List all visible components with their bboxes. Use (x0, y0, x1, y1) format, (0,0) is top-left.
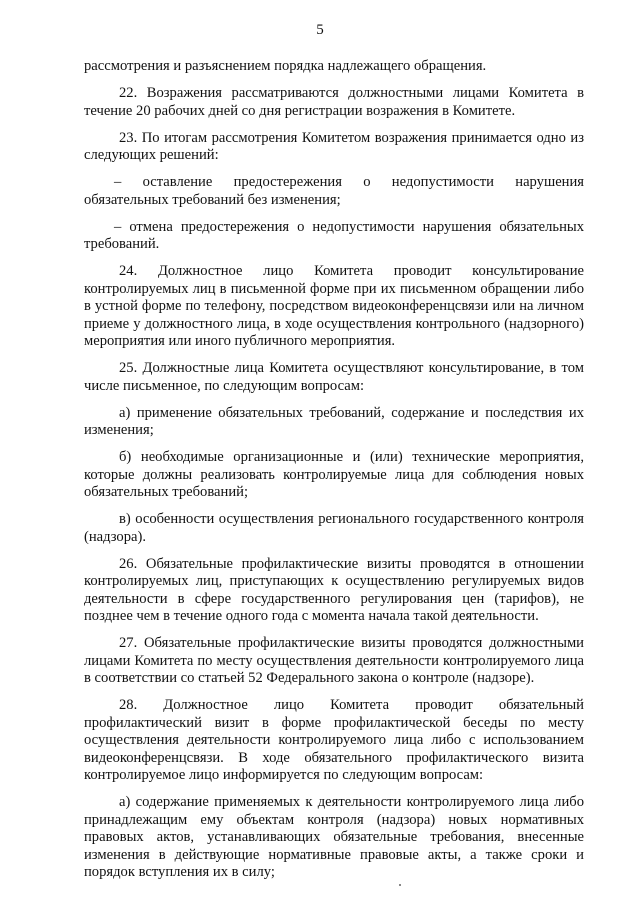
paragraph-continuation: рассмотрения и разъяснением порядка надлежащего обращения. (84, 58, 487, 74)
page-number: 5 (316, 22, 324, 38)
document-body (84, 58, 584, 891)
paragraph-23: 23. По итогам рассмотрения Комитетом возражения принимается одно из следующих решений: (84, 129, 584, 163)
paragraph-27: 27. Обязательные профилактические визиты проводятся должностными лицами Комитета по месту осуществления деятельности контролируемого лица в соответствии со статьей 52 Федерального закона о контроле (надзоре). (84, 635, 584, 686)
paragraph-26: 26. Обязательные профилактические визиты проводятся в отношении контролируемых лиц, приступающих к осуществлению регулируемых видов деятельности в сфере государственного регулирования цен (тарифов), не позднее чем в течение одного года с момента начала такой деятельности. (84, 555, 584, 624)
scan-speck (399, 884, 401, 886)
paragraph-22: 22. Возражения рассматриваются должностными лицами Комитета в течение 20 рабочих дней со дня регистрации возражения в Комитете. (84, 85, 584, 119)
decision-option-2: – отмена предостережения о недопустимости нарушения обязательных требований. (84, 218, 584, 252)
paragraph-25: 25. Должностные лица Комитета осуществляют консультирование, в том числе письменное, по следующим вопросам: (84, 360, 584, 394)
consultation-item-b: б) необходимые организационные и (или) технические мероприятия, которые должны реализовать контролируемые лица для соблюдения новых обязательных требований; (84, 449, 584, 500)
consultation-item-a: а) применение обязательных требований, содержание и последствия их изменения; (84, 404, 584, 438)
paragraph-24: 24. Должностное лицо Комитета проводит консультирование контролируемых лиц в письменной форме при их письменном обращении либо в устной форме по телефону, посредством видеоконференцсвязи или на личном приеме у должностного лица, в ходе осуществления контрольного (надзорного) мероприятия или иного публичного мероприятия. (84, 263, 584, 349)
decision-option-1: – оставление предостережения о недопустимости нарушения обязательных требований без изменения; (84, 174, 584, 208)
visit-item-a: а) содержание применяемых к деятельности контролируемого лица либо принадлежащим ему объектам контроля (надзора) новых нормативных правовых актов, устанавливающих обязательные требования, внесенные изменения в действующие нормативные правовые акты, а также сроки и порядок вступления их в силу; (84, 794, 584, 880)
paragraph-28: 28. Должностное лицо Комитета проводит обязательный профилактический визит в форме профилактической беседы по месту осуществления деятельности контролируемого лица либо с использованием видеоконференцсвязи. В ходе обязательного профилактического визита контролируемое лицо информируется по следующим вопросам: (84, 697, 584, 783)
consultation-item-c: в) особенности осуществления регионального государственного контроля (надзора). (84, 511, 584, 545)
